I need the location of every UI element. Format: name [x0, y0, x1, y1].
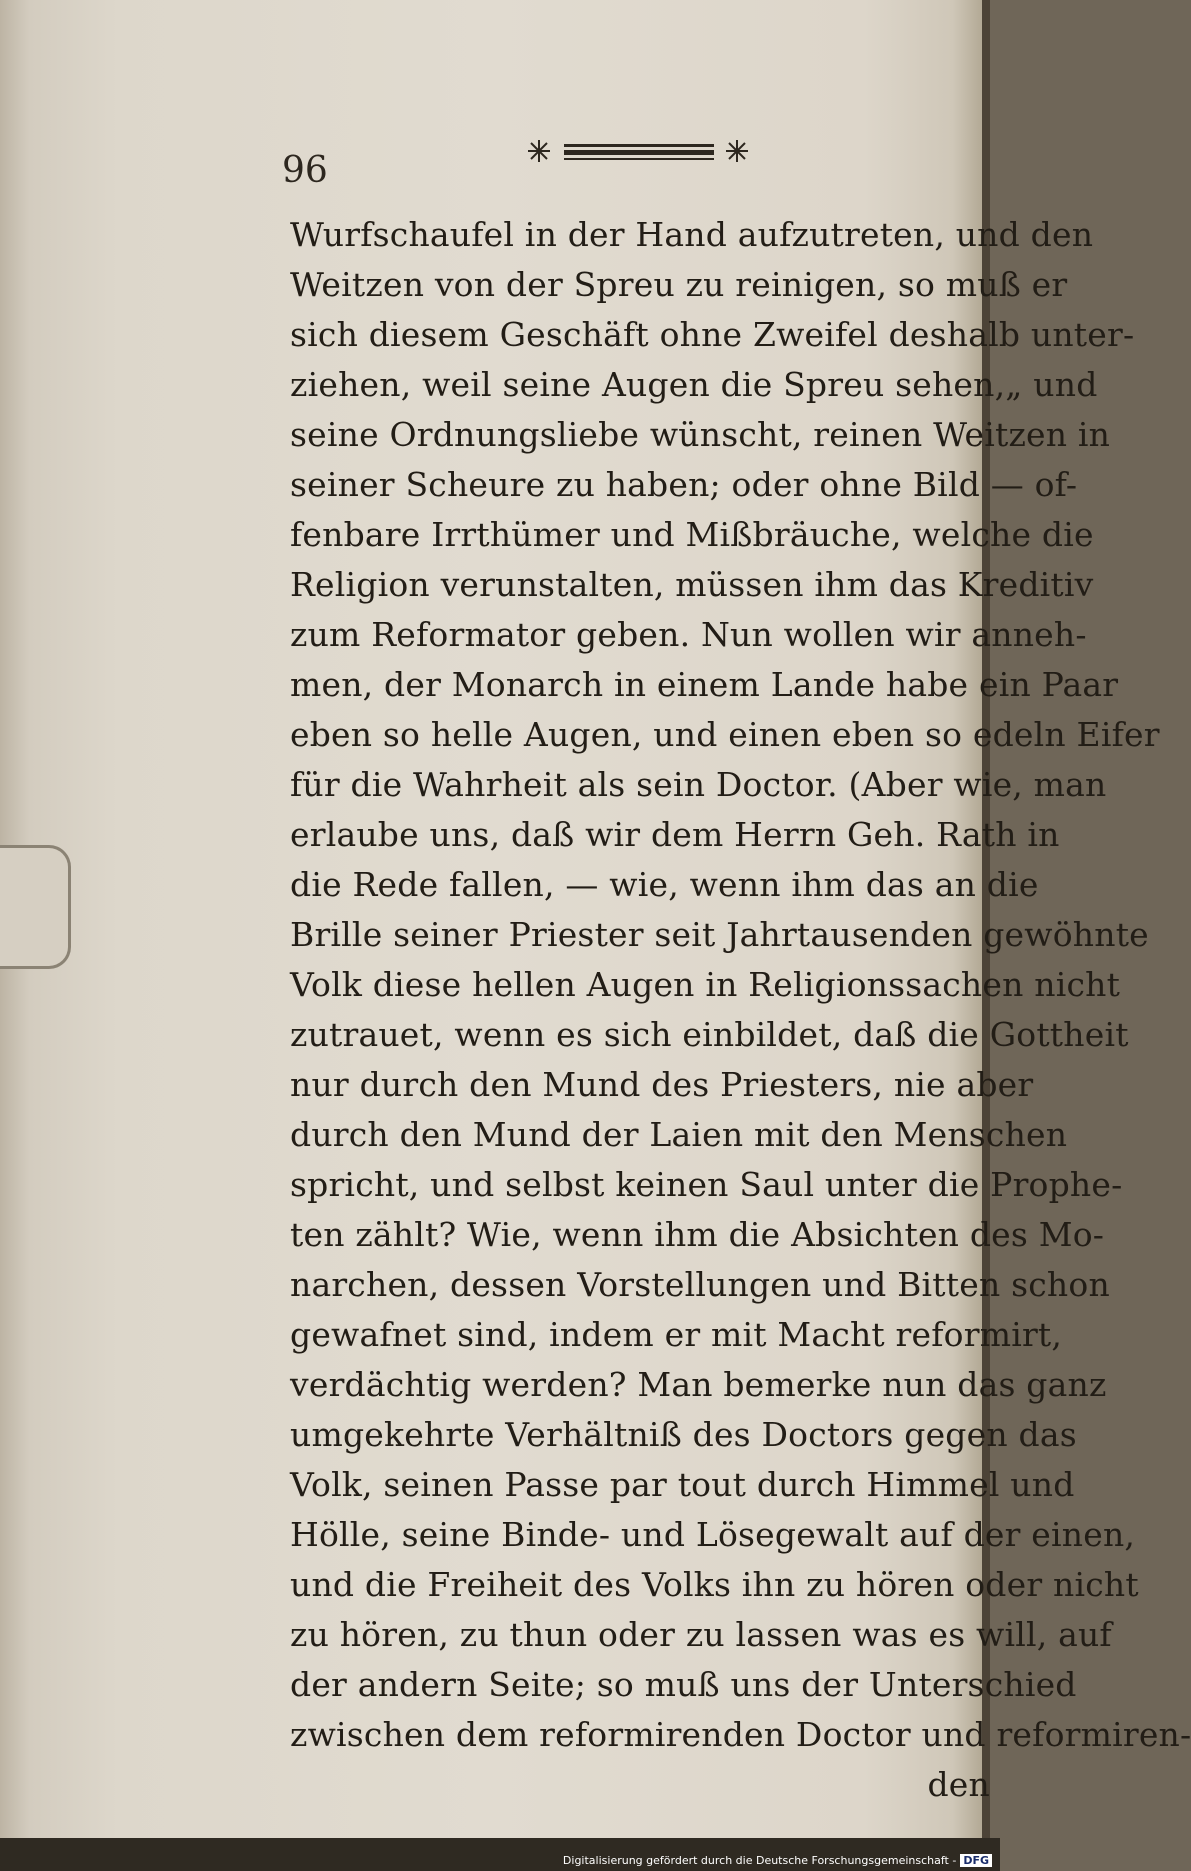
text-line: seiner Scheure zu haben; oder ohne Bild — of-: [290, 465, 1078, 504]
page-number: 96: [282, 150, 328, 191]
text-line: Hölle, seine Binde- und Lösegewalt auf der einen,: [290, 1515, 1136, 1554]
text-line: umgekehrte Verhältniß des Doctors gegen das: [290, 1415, 1077, 1454]
text-line: ziehen, weil seine Augen die Spreu sehen,„ und: [290, 365, 1098, 404]
text-line: die Rede fallen, — wie, wenn ihm das an die: [290, 865, 1039, 904]
text-line: und die Freiheit des Volks ihn zu hören oder nicht: [290, 1565, 1139, 1604]
text-line: für die Wahrheit als sein Doctor. (Aber wie, man: [290, 765, 1107, 804]
text-line: Brille seiner Priester seit Jahrtausenden gewöhnte: [290, 915, 1149, 954]
book-clasp: [0, 845, 71, 969]
text-line: eben so helle Augen, und einen eben so edeln Eifer: [290, 715, 1160, 754]
text-line: fenbare Irrthümer und Mißbräuche, welche die: [290, 515, 1094, 554]
digitization-footer: [563, 1854, 992, 1867]
text-line: durch den Mund der Laien mit den Menschen: [290, 1115, 1068, 1154]
text-line: verdächtig werden? Man bemerke nun das ganz: [290, 1365, 1107, 1404]
text-line: Volk diese hellen Augen in Religionssachen nicht: [290, 965, 1121, 1004]
text-line: Weitzen von der Spreu zu reinigen, so muß er: [290, 265, 1068, 304]
text-line: erlaube uns, daß wir dem Herrn Geh. Rath in: [290, 815, 1060, 854]
text-line: der andern Seite; so muß uns der Unterschied: [290, 1665, 1077, 1704]
text-line: seine Ordnungsliebe wünscht, reinen Weitzen in: [290, 415, 1111, 454]
text-line: zu hören, zu thun oder zu lassen was es will, auf: [290, 1615, 1112, 1654]
text-line: gewafnet sind, indem er mit Macht reformirt,: [290, 1315, 1063, 1354]
text-line: zutrauet, wenn es sich einbildet, daß die Gottheit: [290, 1015, 1129, 1054]
header-ornament: [518, 134, 758, 168]
text-line: zwischen dem reformirenden Doctor und reformiren-: [290, 1715, 1191, 1754]
footer-credit: Digitalisierung gefördert durch die Deutsche Forschungsgemeinschaft -: [562, 1854, 957, 1867]
text-line: Wurfschaufel in der Hand aufzutreten, und den: [290, 215, 1094, 254]
text-line: sich diesem Geschäft ohne Zweifel deshalb unter-: [290, 315, 1135, 354]
catchword: den: [927, 1765, 990, 1804]
text-line: ten zählt? Wie, wenn ihm die Absichten des Mo-: [290, 1215, 1105, 1254]
text-line: zum Reformator geben. Nun wollen wir anneh-: [290, 615, 1087, 654]
body-text: [290, 210, 1191, 1810]
dfg-logo: DFG: [960, 1854, 992, 1867]
text-line: Volk, seinen Passe par tout durch Himmel und: [290, 1465, 1075, 1504]
text-line: nur durch den Mund des Priesters, nie aber: [290, 1065, 1034, 1104]
text-line: men, der Monarch in einem Lande habe ein Paar: [290, 665, 1119, 704]
text-line: narchen, dessen Vorstellungen und Bitten schon: [290, 1265, 1110, 1304]
text-line: spricht, und selbst keinen Saul unter die Prophe-: [290, 1165, 1123, 1204]
text-line: Religion verunstalten, müssen ihm das Kreditiv: [290, 565, 1094, 604]
